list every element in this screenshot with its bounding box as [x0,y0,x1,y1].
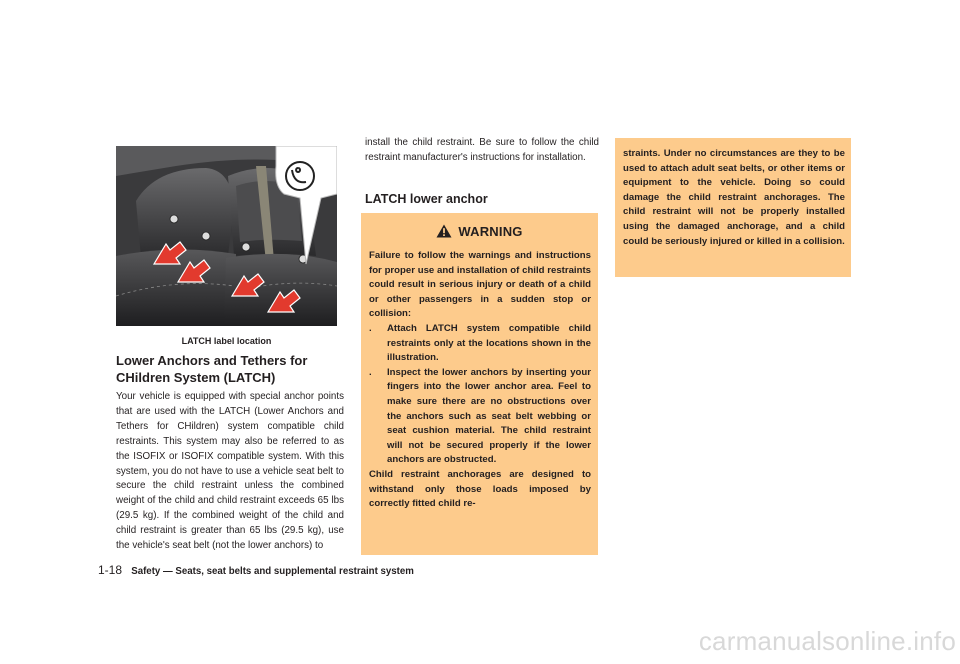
section-heading-line1: Lower Anchors and Tethers for [116,353,308,368]
warning-bullet [369,366,591,468]
warning-bullet-text: Attach LATCH system compatible child restraints only at the locations shown in the illustration. [387,322,591,364]
watermark: carmanualsonline.info [698,626,956,656]
warning-box [361,213,598,555]
rear-seat-image [116,146,337,326]
warning-triangle-icon [436,224,452,238]
warning-text [369,249,591,512]
warning-title: WARNING [458,223,523,239]
warning-intro: Failure to follow the warnings and instructions for proper use and installation of child restraints could result in serious injury or death of a child or other passengers in a sudden stop or collision: [369,250,591,320]
warning-bullet-text: Inspect the lower anchors by inserting your fingers into the lower anchor area. Feel to make sure there are no obstructions over the anchors such as seat belt webbing or seat cushion material. The child restraint will not be secured properly if the lower anchors are obstructed. [387,366,591,466]
page-footer [98,563,414,577]
warning-closing-part2: straints. Under no circumstances are they to be used to attach adult seat belts, or other items or equipment to the vehicle. Doing so could damage the child restraint anchorages. The child restraint will not be properly installed using the damaged anchorage, and a child could be seriously injured or killed in a collision. [623,148,845,247]
bullet-marker: . [369,322,372,334]
bullet-marker: . [369,366,372,378]
intro-paragraph: Your vehicle is equipped with special anchor points that are used with the LATCH (Lower Anchors and Tethers for CHildren) system compatible child restraints. This system may also be referred to as the ISOFIX or ISOFIX compatible system. With this system, you do not have to use a vehicle seat belt to secure the child restraint unless the combined weight of the child and child restraint exceeds 65 lbs (29.5 kg). If the combined weight of the child and child restraint is greater than 65 lbs (29.5 kg), use the vehicle's seat belt (not the lower anchors) to [116,391,344,552]
warning-bullet [369,322,591,366]
warning-continuation-box [615,138,851,277]
warning-header [361,220,598,242]
warning-closing-part1: Child restraint anchorages are designed to withstand only those loads imposed by correctly fitted child re- [369,468,591,510]
section-heading [116,352,346,386]
chapter-title: Safety — Seats, seat belts and supplemental restraint system [131,566,414,577]
figure-caption: LATCH label location [181,336,272,346]
page-number: 1-18 [98,563,123,577]
latch-lower-anchor-heading: LATCH lower anchor [365,192,488,206]
section-heading-line2: CHildren System (LATCH) [116,370,276,385]
continued-paragraph: install the child restraint. Be sure to follow the child restraint manufacturer's instructions for installation. [365,137,599,163]
latch-illustration [116,146,337,326]
